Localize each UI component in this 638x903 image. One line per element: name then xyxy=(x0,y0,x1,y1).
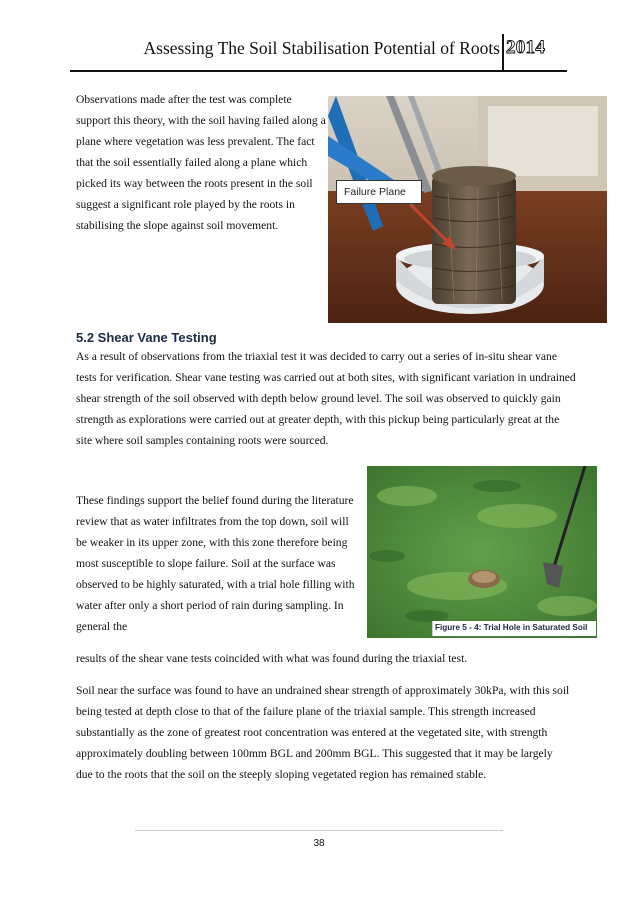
running-header-title: Assessing The Soil Stabilisation Potential of Roots xyxy=(143,38,500,58)
paragraph-observations: Observations made after the test was complete support this theory, with the soil having failed along a plane where vegetation was less prevalent. The fact that the soil essentially failed along a plane which picked its way between the roots present in the soil suggest a significant role played by the roots in stabilising the slope against soil movement. xyxy=(76,93,326,232)
trial-hole-photo xyxy=(367,466,597,638)
failure-plane-label: Failure Plane xyxy=(336,180,422,204)
header-divider xyxy=(502,34,504,70)
footer-rule xyxy=(135,830,503,831)
paragraph-findings: These findings support the belief found during the literature review that as water infiltrates from the top down, soil will be weaker in its upper zone, with this zone therefore being most susceptible to slope failure. Soil at the surface was observed to be highly saturated, with a trial hole filling with water after only a short period of rain during sampling. In general the xyxy=(76,494,355,633)
header-rule xyxy=(70,70,567,72)
page-number: 38 xyxy=(313,838,325,849)
figure-5-4-caption: Figure 5 - 4: Trial Hole in Saturated Soil xyxy=(435,623,588,632)
paragraph-shear-vane: As a result of observations from the triaxial test it was decided to carry out a series of in-situ shear vane tests for verification. Shear vane testing was carried out at both sites, with significant variation in undrained shear strength of the soil observed with depth below ground level. The soil was observed to quickly gain strength as explorations were carried out at greater depth, with this pickup being particularly great at the site where soil samples containing roots were sourced. xyxy=(76,350,576,447)
paragraph-findings-continued: results of the shear vane tests coincided with what was found during the triaxial test. xyxy=(76,652,468,665)
running-header-year: 2014 xyxy=(506,37,546,58)
section-heading-shear-vane: 5.2 Shear Vane Testing xyxy=(76,330,217,345)
triaxial-sample-photo xyxy=(328,96,607,323)
paragraph-undrained-strength: Soil near the surface was found to have an undrained shear strength of approximately 30kPa, with this soil being tested at depth close to that of the failure plane of the triaxial sample. This strength increased substantially as the zone of greatest root concentration was entered at the vegetated site, with strength approximately doubling between 100mm BGL and 200mm BGL. This suggested that it may be largely due to the roots that the soil on the steeply sloping vegetated region has remained stable. xyxy=(76,684,570,781)
